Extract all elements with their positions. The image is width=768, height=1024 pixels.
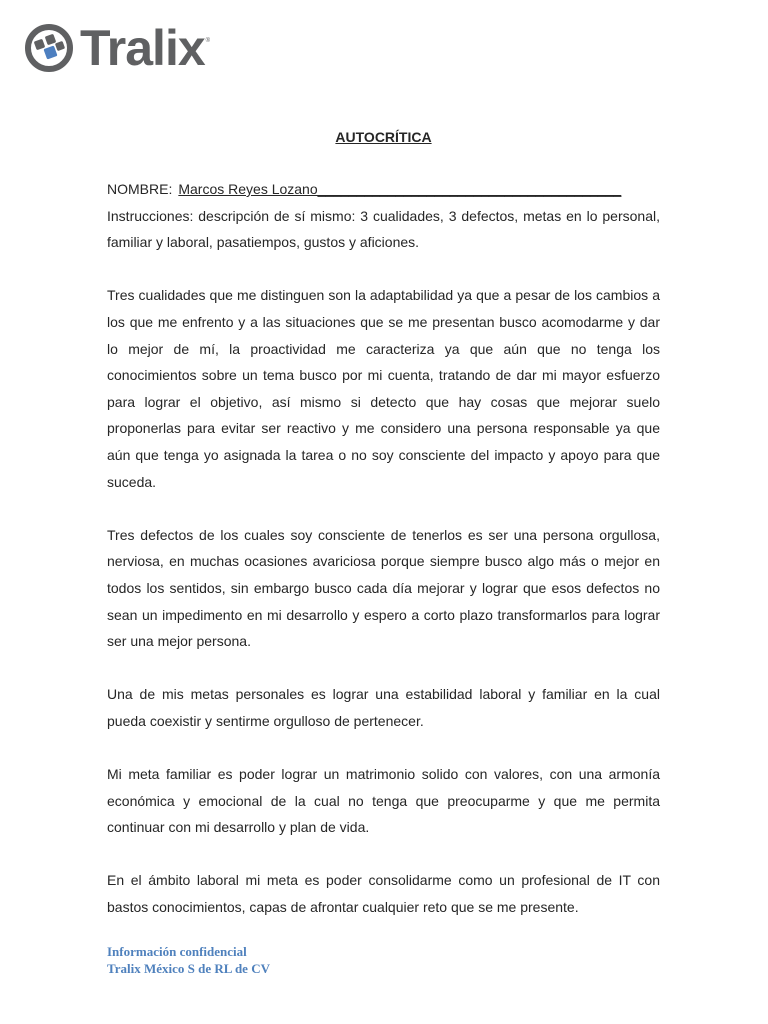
document-body bbox=[107, 124, 660, 947]
tralix-logo-icon bbox=[24, 23, 76, 73]
name-label: NOMBRE: bbox=[107, 181, 173, 197]
paragraph-work-goals: En el ámbito laboral mi meta es poder consolidarme como un profesional de IT con bastos conocimientos, capas de afrontar cualquier reto que se me presente. bbox=[107, 872, 660, 916]
document-title: AUTOCRÍTICA bbox=[335, 129, 432, 145]
logo-trademark: ® bbox=[205, 38, 211, 44]
paragraph-defects: Tres defectos de los cuales soy consciente de tenerlos es ser una persona orgullosa, nerviosa, en muchas ocasiones avariciosa porque siempre busco algo más o mejor en todos los sentidos, sin embargo busco cada día mejorar y lograr que esos defectos no sean un impedimento en mi desarrollo y espero a corto plazo transformarlos para lograr ser una mejor persona. bbox=[107, 526, 660, 650]
logo-wordmark: Tralix bbox=[80, 20, 205, 76]
footer-confidential: Información confidencial bbox=[107, 944, 247, 959]
page-footer bbox=[107, 943, 270, 977]
instructions-text: Instrucciones: descripción de sí mismo: 3 cualidades, 3 defectos, metas en lo personal, familiar y laboral, pasatiempos, gustos y aficiones. bbox=[107, 207, 660, 251]
footer-company: Tralix México S de RL de CV bbox=[107, 961, 270, 976]
paragraph-personal-goals: Una de mis metas personales es lograr una estabilidad laboral y familiar en la cual pueda coexistir y sentirme orgulloso de pertenecer. bbox=[107, 686, 660, 729]
company-logo bbox=[24, 22, 210, 74]
paragraph-family-goals: Mi meta familiar es poder lograr un matrimonio solido con valores, con una armonía económica y emocional de la cual no tenga que preocuparme y que me permita continuar con mi desarrollo y plan de vida. bbox=[107, 766, 660, 836]
name-line bbox=[107, 176, 660, 203]
paragraph-qualities: Tres cualidades que me distinguen son la adaptabilidad ya que a pesar de los cambios a los que me enfrento y a las situaciones que se me presentan busco acomodarme y dar lo mejor de mí, la proactividad me caracteriza ya que aún que no tenga los conocimientos sobre un tema busco por mi cuenta, tratando de dar mi mayor esfuerzo para lograr el objetivo, así mismo si detecto que hay cosas que mejorar suelo proponerlas para evitar ser reactivo y me considero una persona responsable ya que aún que tenga yo asignada la tarea o no soy consciente del impacto y apoyo para que suceda. bbox=[107, 287, 660, 490]
name-value: Marcos Reyes Lozano_______________________________________ bbox=[178, 181, 622, 197]
